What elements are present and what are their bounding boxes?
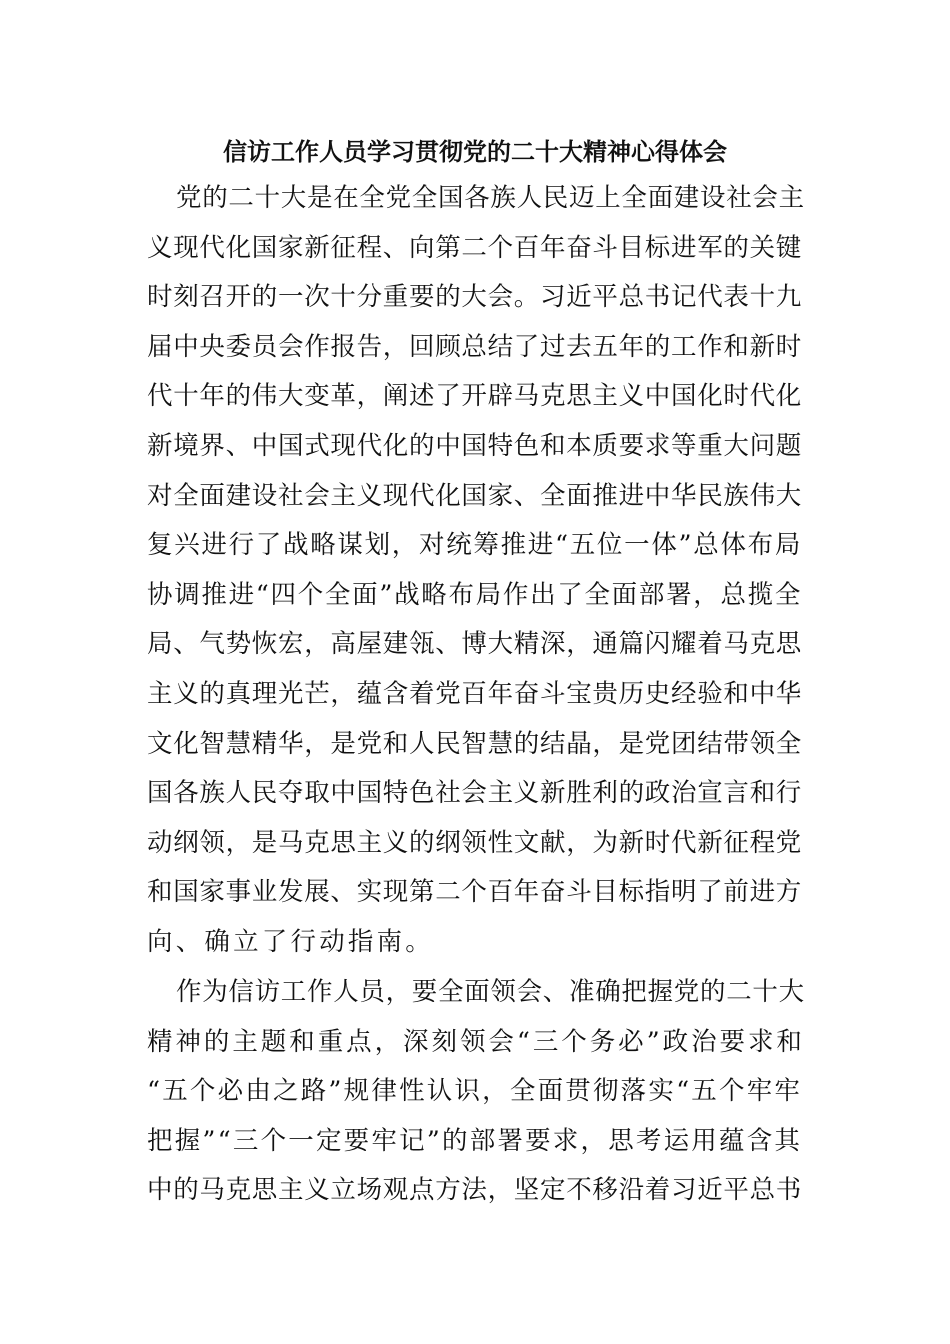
paragraph-1	[147, 174, 807, 968]
document-title: 信访工作人员学习贯彻党的二十大精神心得体会	[223, 137, 727, 166]
text-line: 文化智慧精华，是党和人民智慧的结晶，是党团结带领全	[147, 728, 803, 759]
paragraph-2	[147, 968, 807, 1216]
text-line: 和国家事业发展、实现第二个百年奋斗目标指明了前进方	[147, 877, 803, 908]
text-line: 复兴进行了战略谋划，对统筹推进“五位一体”总体布局	[147, 530, 803, 561]
text-line: 时刻召开的一次十分重要的大会。习近平总书记代表十九	[147, 282, 803, 313]
text-line: 作为信访工作人员，要全面领会、准确把握党的二十大	[176, 977, 805, 1007]
text-line: 对全面建设社会主义现代化国家、全面推进中华民族伟大	[147, 480, 803, 511]
text-line: 精神的主题和重点，深刻领会“三个务必”政治要求和	[147, 1026, 805, 1057]
text-line: 党的二十大是在全党全国各族人民迈上全面建设社会主	[176, 183, 805, 213]
text-line: 局、气势恢宏，高屋建瓴、博大精深，通篇闪耀着马克思	[147, 629, 803, 660]
text-line: 义现代化国家新征程、向第二个百年奋斗目标进军的关键	[147, 232, 803, 263]
text-line: 国各族人民夺取中国特色社会主义新胜利的政治宣言和行	[147, 778, 803, 809]
text-line: 协调推进“四个全面”战略布局作出了全面部署，总揽全	[147, 579, 803, 610]
text-line: 把握”“三个一定要牢记”的部署要求，思考运用蕴含其	[147, 1125, 803, 1156]
text-line: 向、确立了行动指南。	[147, 926, 435, 957]
text-line: 动纲领，是马克思主义的纲领性文献，为新时代新征程党	[147, 827, 803, 858]
text-line: 新境界、中国式现代化的中国特色和本质要求等重大问题	[147, 430, 803, 461]
text-line: 中的马克思主义立场观点方法，坚定不移沿着习近平总书	[147, 1175, 803, 1206]
text-line: “五个必由之路”规律性认识，全面贯彻落实“五个牢牢	[147, 1076, 803, 1107]
text-line: 代十年的伟大变革，阐述了开辟马克思主义中国化时代化	[147, 381, 803, 412]
text-line: 届中央委员会作报告，回顾总结了过去五年的工作和新时	[147, 331, 803, 362]
text-line: 主义的真理光芒，蕴含着党百年奋斗宝贵历史经验和中华	[147, 678, 803, 709]
